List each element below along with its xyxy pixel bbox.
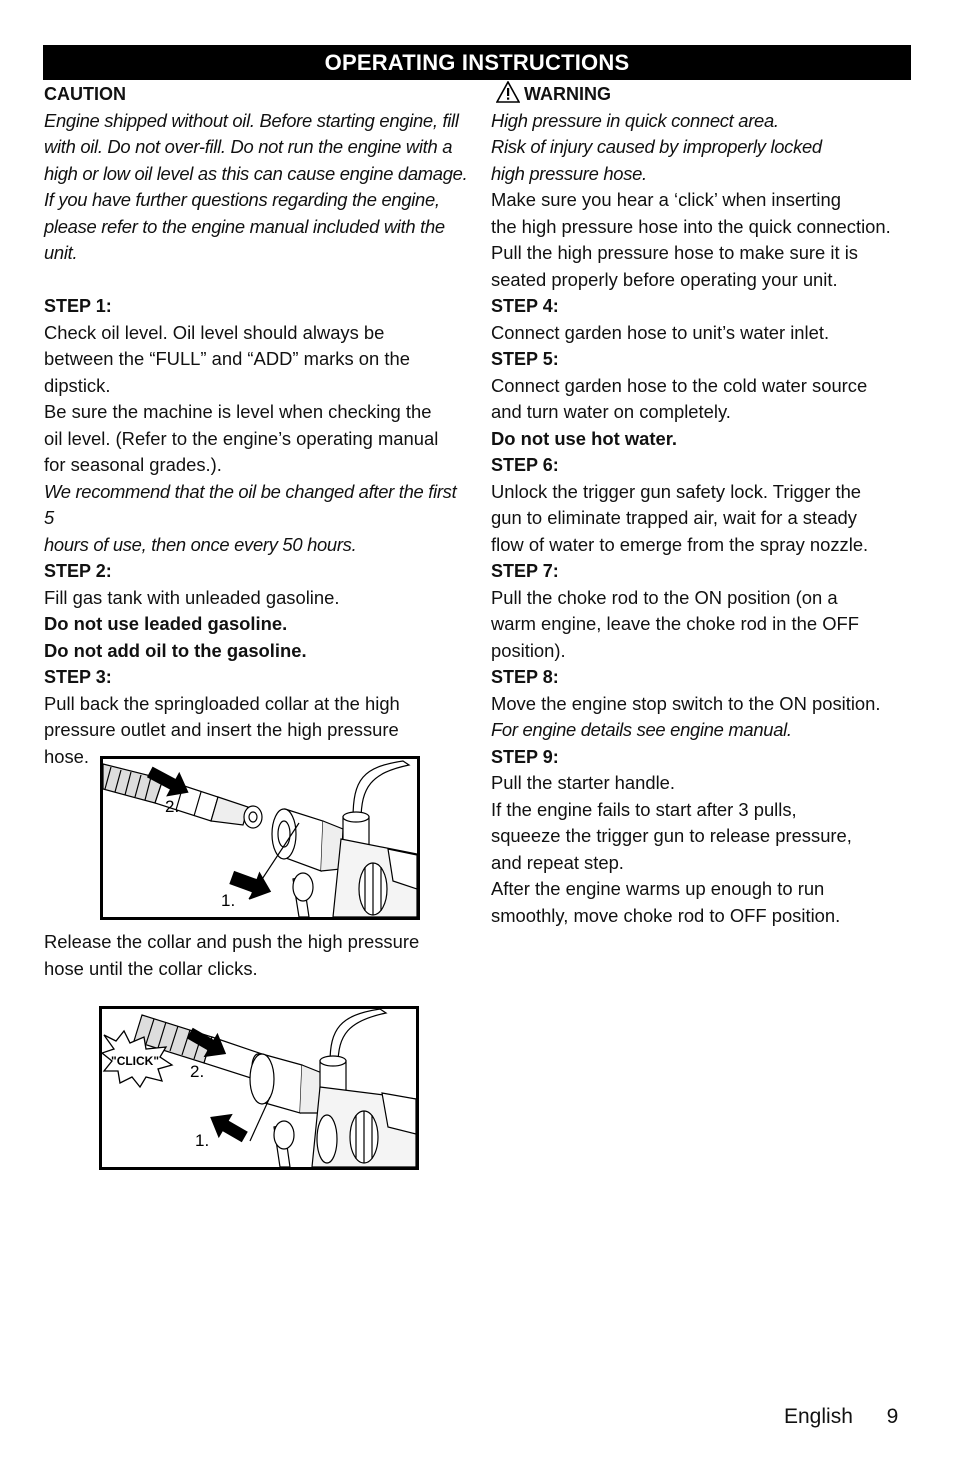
step6-line: gun to eliminate trapped air, wait for a steady — [491, 507, 857, 528]
step5-line: and turn water on completely. — [491, 401, 731, 422]
right-column — [491, 81, 921, 929]
release-line: hose until the collar clicks. — [44, 957, 258, 979]
release-line: Release the collar and push the high pressure — [44, 931, 420, 952]
step1-line: Check oil level. Oil level should always be — [44, 321, 385, 343]
step2-label: STEP 2: — [44, 561, 112, 581]
section-title: OPERATING INSTRUCTIONS — [324, 49, 630, 75]
warning-label: WARNING — [524, 84, 611, 104]
left-column-continued — [44, 929, 469, 982]
step4-text: Connect garden hose to unit’s water inlet. — [491, 321, 830, 343]
caution-line: unit. — [44, 242, 78, 263]
step2-text: Fill gas tank with unleaded gasoline. — [44, 586, 340, 608]
step7-line: Pull the choke rod to the ON position (on a — [491, 586, 838, 608]
left-column — [44, 81, 469, 770]
warning-heading — [491, 81, 921, 108]
page-footer — [784, 1405, 898, 1429]
figure-collar-click — [99, 1006, 419, 1170]
warning-body-line: seated properly before operating your unit. — [491, 268, 838, 290]
caution-line: with oil. Do not over-fill. Do not run the engine with a — [44, 136, 453, 157]
step7-line: warm engine, leave the choke rod in the OFF — [491, 613, 860, 634]
step2-warning: Do not add oil to the gasoline. — [44, 639, 307, 661]
step1-line: between the “FULL” and “ADD” marks on the — [44, 348, 410, 369]
warning-line: high pressure hose. — [491, 162, 647, 184]
step1-line: dipstick. — [44, 374, 111, 396]
caution-line: If you have further questions regarding the engine, — [44, 189, 440, 210]
figure-insert-hose — [100, 756, 420, 920]
step3-label: STEP 3: — [44, 667, 112, 687]
step3-line: hose. — [44, 745, 89, 767]
step9-line: Pull the starter handle. — [491, 772, 676, 793]
step7-label: STEP 7: — [491, 561, 559, 581]
step9-line: If the engine fails to start after 3 pulls, — [491, 798, 797, 820]
step3-line: pressure outlet and insert the high pressure — [44, 719, 399, 740]
warning-body-line: Pull the high pressure hose to make sure it is — [491, 242, 858, 263]
caution-label: CAUTION — [44, 84, 126, 104]
step7-line: position). — [491, 639, 566, 661]
step5-warning: Do not use hot water. — [491, 427, 677, 449]
step1-note: hours of use, then once every 50 hours. — [44, 533, 357, 555]
step1-note: We recommend that the oil be changed after the first 5 — [44, 480, 457, 528]
page-number: 9 — [886, 1405, 899, 1428]
step9-line: smoothly, move choke rod to OFF position. — [491, 904, 841, 926]
warning-body-line: Make sure you hear a ‘click’ when inserting — [491, 189, 841, 210]
step6-label: STEP 6: — [491, 455, 559, 475]
caution-line: Engine shipped without oil. Before starting engine, fill — [44, 109, 459, 131]
step3-line: Pull back the springloaded collar at the high — [44, 692, 400, 714]
step8-label: STEP 8: — [491, 667, 559, 687]
step1-line: oil level. (Refer to the engine’s operating manual — [44, 427, 439, 449]
hose-connection-illustration — [103, 759, 417, 917]
figure-callout-2: 2. — [190, 1062, 205, 1081]
figure-callout-1: 1. — [221, 891, 236, 910]
section-header — [43, 45, 911, 80]
step8-note: For engine details see engine manual. — [491, 719, 792, 740]
warning-line: High pressure in quick connect area. — [491, 109, 779, 131]
hose-click-illustration — [102, 1009, 416, 1167]
click-callout: "CLICK" — [111, 1054, 160, 1068]
warning-body-line: the high pressure hose into the quick connection. — [491, 215, 891, 237]
step9-label: STEP 9: — [491, 746, 559, 767]
step2-warning: Do not use leaded gasoline. — [44, 613, 288, 634]
step4-label: STEP 4: — [491, 296, 559, 316]
step1-line: Be sure the machine is level when checking the — [44, 401, 432, 422]
step6-line: Unlock the trigger gun safety lock. Trigger the — [491, 480, 862, 502]
footer-language: English — [784, 1405, 853, 1428]
step9-line: After the engine warms up enough to run — [491, 878, 825, 899]
step1-line: for seasonal grades.). — [44, 454, 222, 475]
figure-callout-1: 1. — [195, 1131, 210, 1150]
figure-callout-2: 2. — [165, 797, 180, 816]
warning-line: Risk of injury caused by improperly locked — [491, 136, 822, 157]
warning-triangle-icon — [496, 81, 520, 103]
step5-line: Connect garden hose to the cold water source — [491, 374, 868, 396]
step9-line: and repeat step. — [491, 851, 624, 873]
step8-text: Move the engine stop switch to the ON position. — [491, 692, 881, 714]
step9-line: squeeze the trigger gun to release pressure, — [491, 825, 852, 846]
step6-line: flow of water to emerge from the spray nozzle. — [491, 533, 869, 555]
step1-label: STEP 1: — [44, 296, 112, 316]
caution-line: please refer to the engine manual included with the — [44, 215, 445, 237]
caution-line: high or low oil level as this can cause engine damage. — [44, 162, 468, 184]
step5-label: STEP 5: — [491, 349, 559, 369]
